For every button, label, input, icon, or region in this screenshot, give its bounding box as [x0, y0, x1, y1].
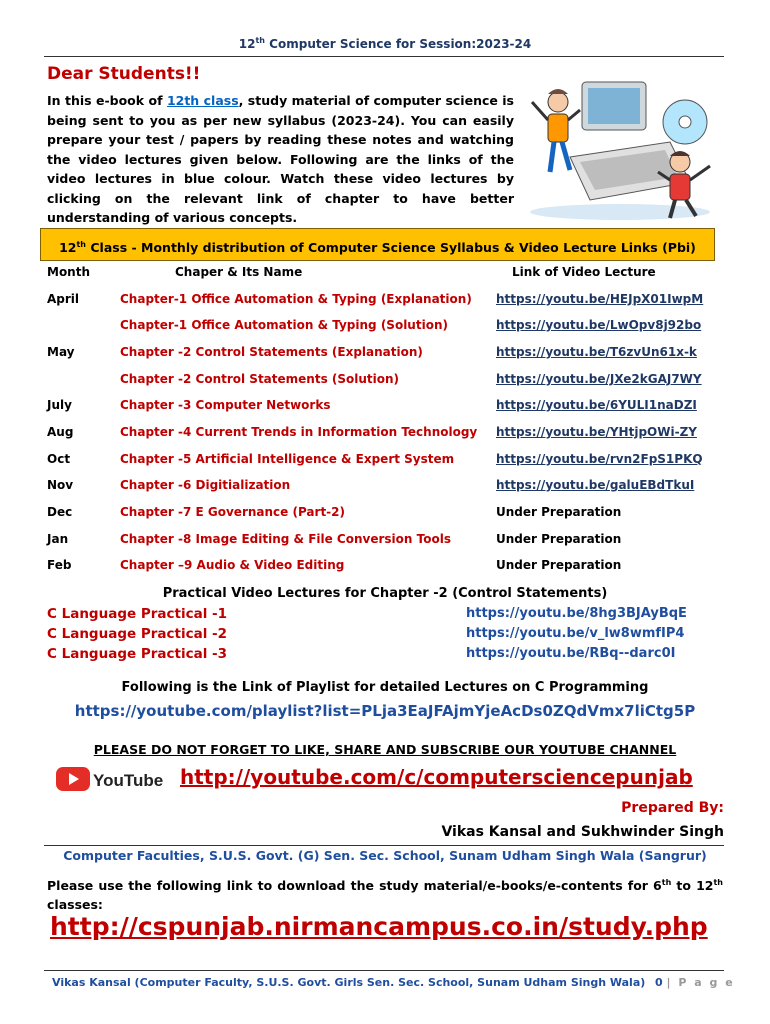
row-status: Under Preparation — [496, 505, 622, 519]
divider — [44, 845, 724, 846]
row-chapter: Chapter –9 Audio & Video Editing — [120, 558, 345, 572]
col-header-link: Link of Video Lecture — [512, 265, 656, 279]
greeting: Dear Students!! — [47, 64, 201, 84]
svg-text:YouTube: YouTube — [93, 771, 164, 790]
row-video-link[interactable]: https://youtu.be/YHtjpOWi-ZY — [496, 425, 697, 439]
row-chapter: Chapter -5 Artificial Intelligence & Expert System — [120, 452, 455, 466]
class-link[interactable]: 12th class — [166, 93, 239, 108]
playlist-link[interactable]: https://youtube.com/playlist?list=PLja3EaJFAjmYjeAcDs0ZQdVmx7liCtg5P — [74, 702, 696, 720]
row-month: May — [47, 345, 75, 359]
table-row — [0, 398, 770, 424]
table-row — [0, 532, 770, 558]
download-instruction: Please use the following link to download the study material/e-books/e-contents for 6th to 12th classes: — [47, 878, 723, 913]
practical-link[interactable]: https://youtu.be/RBq--darc0I — [466, 646, 676, 661]
subscribe-notice: PLEASE DO NOT FORGET TO LIKE, SHARE AND SUBSCRIBE OUR YOUTUBE CHANNEL — [93, 742, 677, 757]
table-row — [0, 372, 770, 398]
row-chapter: Chapter -4 Current Trends in Information Technology — [120, 425, 478, 439]
table-row — [0, 478, 770, 504]
row-status: Under Preparation — [496, 558, 622, 572]
kids-computer-illustration — [520, 62, 720, 222]
row-month: July — [47, 398, 72, 412]
row-video-link[interactable]: https://youtu.be/T6zvUn61x-k — [496, 345, 697, 359]
prepared-by-label: Prepared By: — [621, 800, 724, 816]
page-header: 12th Computer Science for Session:2023-24 — [238, 36, 532, 51]
row-chapter: Chapter -8 Image Editing & File Conversion Tools — [120, 532, 451, 546]
table-row — [0, 505, 770, 531]
practical-label: C Language Practical -1 — [47, 606, 228, 622]
row-video-link[interactable]: https://youtu.be/LwOpv8j92bo — [496, 318, 702, 332]
table-row — [0, 425, 770, 451]
row-status: Under Preparation — [496, 532, 622, 546]
practical-link[interactable]: https://youtu.be/v_lw8wmfIP4 — [466, 626, 685, 641]
row-month: April — [47, 292, 80, 306]
row-chapter: Chapter -3 Computer Networks — [120, 398, 331, 412]
row-month: Jan — [47, 532, 69, 546]
row-month: Nov — [47, 478, 74, 492]
row-month: Aug — [47, 425, 74, 439]
page-number: 0 | P a g e — [655, 976, 735, 989]
row-month: Oct — [47, 452, 71, 466]
syllabus-banner: 12th Class - Monthly distribution of Computer Science Syllabus & Video Lecture Links (Pbi) — [40, 228, 715, 261]
row-video-link[interactable]: https://youtu.be/HEJpX01IwpM — [496, 292, 704, 306]
intro-paragraph: In this e-book of 12th class, study material of computer science is being sent to you as per new syllabus (2023-24). You can easily prepare your test / papers by reading these notes and watching the video lectures given below. Following are the links of the video lectures in blue colour. Watch these video lectures by clicking on the relevant link of chapter to have better understanding of various concepts. — [47, 93, 514, 225]
authors: Vikas Kansal and Sukhwinder Singh — [441, 824, 724, 840]
faculty-line: Computer Faculties, S.U.S. Govt. (G) Sen. Sec. School, Sunam Udham Singh Wala (Sangrur) — [63, 848, 707, 863]
table-row — [0, 452, 770, 478]
row-chapter: Chapter -7 E Governance (Part-2) — [120, 505, 345, 519]
row-video-link[interactable]: https://youtu.be/6YULI1naDZI — [496, 398, 697, 412]
col-header-month: Month — [47, 265, 91, 279]
row-chapter: Chapter -2 Control Statements (Solution) — [120, 372, 400, 386]
row-video-link[interactable]: https://youtu.be/JXe2kGAJ7WY — [496, 372, 702, 386]
practical-link[interactable]: https://youtu.be/8hg3BJAyBqE — [466, 606, 687, 621]
youtube-logo-icon — [56, 764, 164, 794]
practical-label: C Language Practical -3 — [47, 646, 228, 662]
row-video-link[interactable]: https://youtu.be/galuEBdTkuI — [496, 478, 695, 492]
table-row — [0, 558, 770, 584]
footer-divider — [44, 970, 724, 971]
footer-text: Vikas Kansal (Computer Faculty, S.U.S. Govt. Girls Sen. Sec. School, Sunam Udham Singh Wala) — [52, 976, 646, 989]
study-material-link[interactable]: http://cspunjab.nirmancampus.co.in/study.php — [50, 912, 708, 941]
practical-title: Practical Video Lectures for Chapter -2 (Control Statements) — [162, 586, 608, 601]
header-divider — [44, 56, 724, 57]
row-month: Dec — [47, 505, 73, 519]
row-chapter: Chapter-1 Office Automation & Typing (Explanation) — [120, 292, 472, 306]
table-row — [0, 345, 770, 371]
row-video-link[interactable]: https://youtu.be/rvn2FpS1PKQ — [496, 452, 703, 466]
playlist-caption: Following is the Link of Playlist for detailed Lectures on C Programming — [121, 680, 649, 695]
practical-label: C Language Practical -2 — [47, 626, 228, 642]
col-header-chapter: Chaper & Its Name — [175, 265, 303, 279]
channel-link[interactable]: http://youtube.com/c/computersciencepunjab — [180, 765, 693, 789]
table-row — [0, 318, 770, 344]
row-chapter: Chapter -6 Digitialization — [120, 478, 291, 492]
table-row — [0, 292, 770, 318]
row-chapter: Chapter-1 Office Automation & Typing (Solution) — [120, 318, 448, 332]
row-month: Feb — [47, 558, 72, 572]
row-chapter: Chapter -2 Control Statements (Explanation) — [120, 345, 423, 359]
